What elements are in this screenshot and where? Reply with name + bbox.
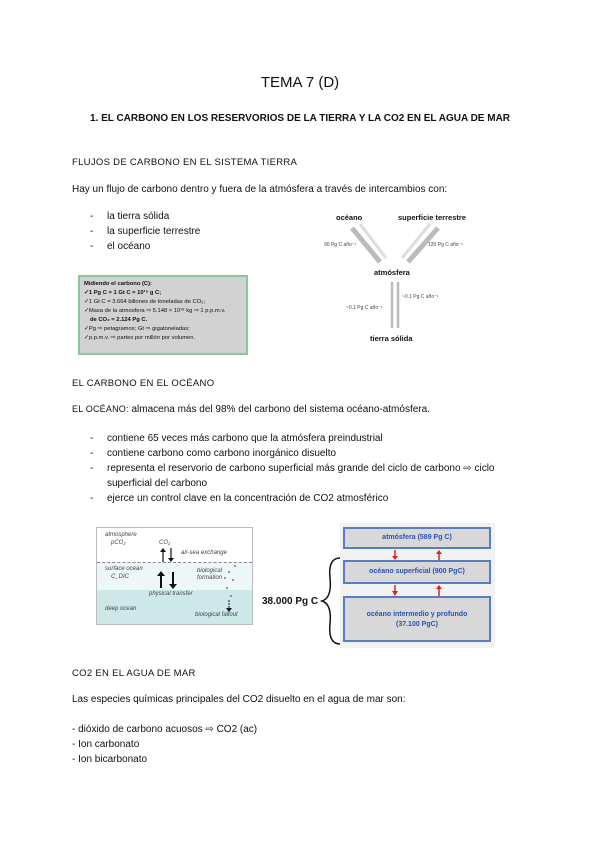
- flujos-list: [90, 209, 200, 254]
- list-item: - dióxido de carbono acuosos ⇨ CO2 (ac): [72, 724, 258, 735]
- oceano-intro-label: EL OCÉANO:: [72, 404, 129, 414]
- reservoir-atmosphere: atmósfera (589 Pg C): [343, 527, 491, 549]
- atmosphere-label: atmósfera: [374, 268, 410, 277]
- measure-line: de CO₂ = 2.124 Pg C.: [90, 317, 148, 323]
- physical-text: physical transfer: [149, 591, 193, 597]
- measure-title: Midiendo el carbono (C):: [84, 281, 152, 287]
- measure-line: ✓p.p.m.v. ⇨ partes por millón por volumen.: [84, 335, 196, 341]
- co2-list: [72, 722, 257, 767]
- list-item: - Ion bicarbonato: [72, 754, 148, 765]
- ocean-diagram: [96, 527, 253, 625]
- deep-ocean-text: deep ocean: [105, 606, 137, 612]
- measure-line: ✓Pg ⇨ petagramos; Gt ⇨ gigatoneladas;: [84, 326, 190, 332]
- flux-surface: 120 Pg C año⁻¹: [428, 242, 463, 248]
- co2-intro: Las especies químicas principales del CO2 disuelto en el agua de mar son:: [72, 694, 406, 705]
- pco2-text: pCO₂: [111, 540, 126, 546]
- reservoir-arrows: [343, 549, 491, 597]
- list-item: - la tierra sólida: [90, 209, 200, 224]
- co2-heading: CO2 EN EL AGUA DE MAR: [72, 668, 196, 679]
- cdic-text: C_DIC: [111, 574, 130, 580]
- exchange-text: air-sea exchange: [181, 550, 227, 556]
- section-heading: 1. EL CARBONO EN LOS RESERVORIOS DE LA TIERRA Y LA CO2 EN EL AGUA DE MAR: [89, 113, 511, 124]
- bio-text: biological formation: [197, 568, 223, 581]
- oceano-heading: EL CARBONO EN EL OCÉANO: [72, 378, 215, 389]
- ocean-arrows: [97, 528, 252, 624]
- atmosphere-text: atmosphere: [105, 532, 137, 538]
- fallout-text: biological fallout: [195, 612, 238, 618]
- co2-text: CO₂: [159, 540, 171, 546]
- oceano-intro-text: almacena más del 98% del carbono del sistema océano-atmósfera.: [128, 404, 430, 415]
- total-carbon-label: 38.000 Pg C: [262, 596, 319, 607]
- measure-line: ✓1 Gt C = 3.664 billones de toneladas de CO₂;: [84, 299, 206, 305]
- flujos-intro: Hay un flujo de carbono dentro y fuera de la atmósfera a través de intercambios con:: [72, 184, 448, 195]
- measure-line: ✓1 Pg C = 1 Gt C = 10¹⁵ g C;: [84, 290, 162, 296]
- solid-earth-label: tierra sólida: [370, 334, 413, 343]
- list-item: - la superficie terrestre: [90, 224, 200, 239]
- list-item: - el océano: [90, 239, 200, 254]
- reservoir-deep-ocean: océano intermedio y profundo (37.100 PgC): [343, 596, 491, 642]
- oceano-list: [90, 431, 510, 506]
- surface-ocean-text: surface ocean: [105, 566, 143, 572]
- flujos-heading: FLUJOS DE CARBONO EN EL SISTEMA TIERRA: [72, 157, 298, 168]
- list-item: - contiene carbono como carbono inorgánico disuelto: [90, 446, 510, 461]
- reservoir-surface-ocean: océano superficial (900 PgC): [343, 560, 491, 584]
- list-item: - representa el reservorio de carbono superficial más grande del ciclo de carbono ⇨ ciclo superficial del carbono: [90, 461, 510, 491]
- ocean-label: océano: [336, 213, 363, 222]
- measure-line: ✓Masa de la atmosfera ⇨ 5.148 × 10¹⁸ kg ⇨ 1 p.p.m.v.: [84, 308, 226, 314]
- page-title: TEMA 7 (D): [260, 74, 340, 91]
- list-item: - ejerce un control clave en la concentración de CO2 atmosférico: [90, 491, 510, 506]
- oceano-intro: [72, 404, 430, 415]
- flux-down: ~0.1 Pg C año⁻¹: [346, 305, 383, 311]
- flux-up: ~0.1 Pg C año⁻¹: [402, 294, 439, 300]
- measure-box: [78, 275, 248, 355]
- list-item: - contiene 65 veces más carbono que la atmósfera preindustrial: [90, 431, 510, 446]
- list-item: - Ion carbonato: [72, 739, 140, 750]
- surface-label: superficie terrestre: [398, 213, 466, 222]
- carbon-flow-diagram: [320, 210, 490, 350]
- flux-ocean: 90 Pg C año⁻¹: [324, 242, 357, 248]
- flow-arrows: [320, 210, 490, 350]
